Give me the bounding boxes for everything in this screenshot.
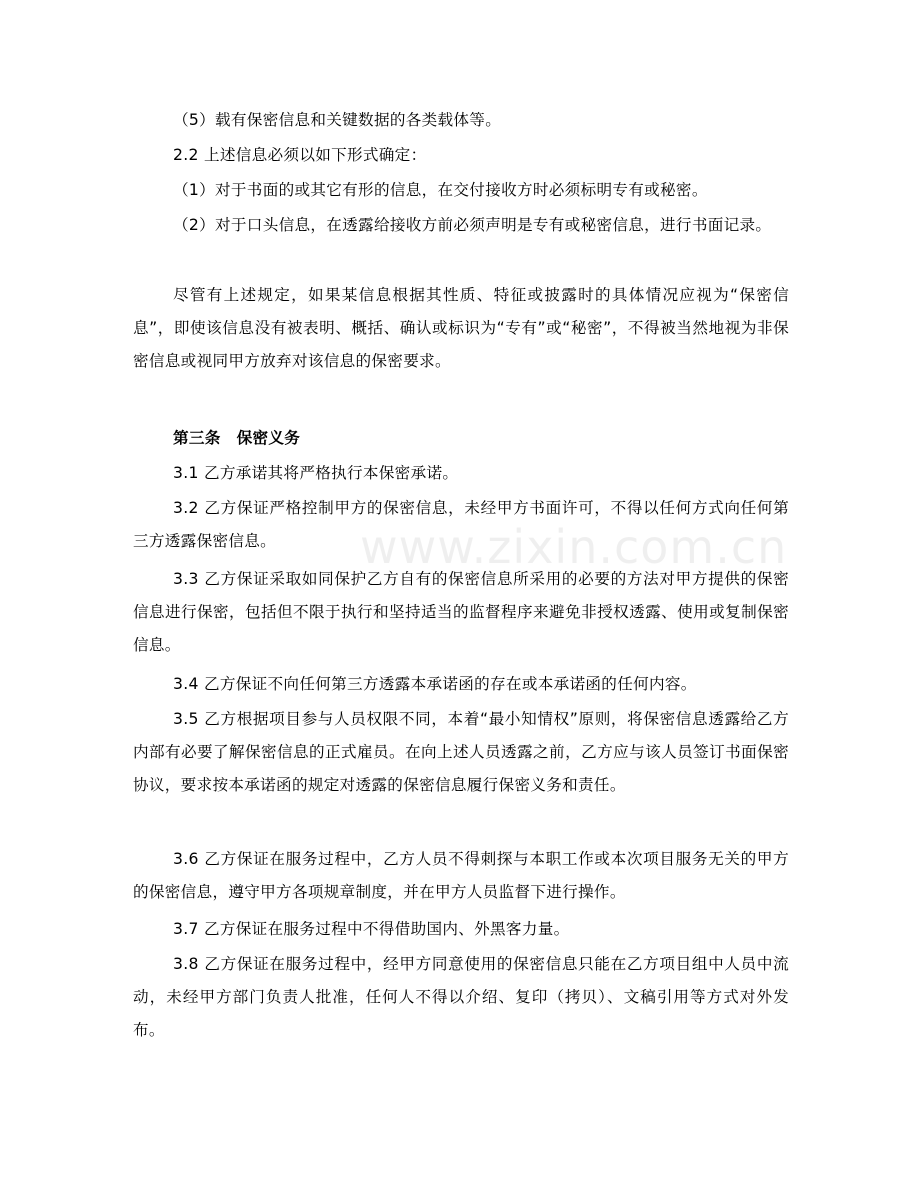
paragraph-3-8: 3.8 乙方保证在服务过程中，经甲方同意使用的保密信息只能在乙方项目组中人员中流动，未经甲方部门负责人批准，任何人不得以介绍、复印（拷贝）、文稿引用等方式对外发布。 [133, 955, 789, 1039]
paragraph-3-7: 3.7 乙方保证在服务过程中不得借助国内、外黑客力量。 [173, 920, 570, 938]
watermark: www.zixin.com.cn [360, 520, 788, 574]
paragraph-3-4: 3.4 乙方保证不向任何第三方透露本承诺函的存在或本承诺函的任何内容。 [173, 675, 697, 693]
paragraph-2-2: 2.2 上述信息必须以如下形式确定： [173, 146, 427, 164]
paragraph-3-5: 3.5 乙方根据项目参与人员权限不同，本着“最小知情权”原则，将保密信息透露给乙方内部有必要了解保密信息的正式雇员。在向上述人员透露之前，乙方应与该人员签订书面保密协议，要求按本承诺函的规定对透露的保密信息履行保密义务和责任。 [133, 710, 789, 794]
paragraph-5-carriers: （5）载有保密信息和关键数据的各类载体等。 [173, 111, 502, 129]
paragraph-item-2: （2）对于口头信息，在透露给接收方前必须声明是专有或秘密信息，进行书面记录。 [173, 216, 772, 234]
paragraph-3-3: 3.3 乙方保证采取如同保护乙方自有的保密信息所采用的必要的方法对甲方提供的保密信息进行保密，包括但不限于执行和坚持适当的监督程序来避免非授权透露、使用或复制保密信息。 [133, 570, 789, 654]
section-heading-article-3: 第三条 保密义务 [173, 429, 301, 447]
paragraph-item-1: （1）对于书面的或其它有形的信息，在交付接收方时必须标明专有或秘密。 [173, 181, 708, 199]
paragraph-3-2: 3.2 乙方保证严格控制甲方的保密信息，未经甲方书面许可，不得以任何方式向任何第三方透露保密信息。 [133, 499, 789, 550]
paragraph-3-6: 3.6 乙方保证在服务过程中，乙方人员不得刺探与本职工作或本次项目服务无关的甲方的保密信息，遵守甲方各项规章制度，并在甲方人员监督下进行操作。 [133, 850, 789, 901]
paragraph-notwithstanding: 尽管有上述规定，如果某信息根据其性质、特征或披露时的具体情况应视为“保密信息”，即使该信息没有被表明、概括、确认或标识为“专有”或“秘密”，不得被当然地视为非保密信息或视同甲方放弃对该信息的保密要求。 [133, 286, 789, 370]
paragraph-3-1: 3.1 乙方承诺其将严格执行本保密承诺。 [173, 464, 459, 482]
